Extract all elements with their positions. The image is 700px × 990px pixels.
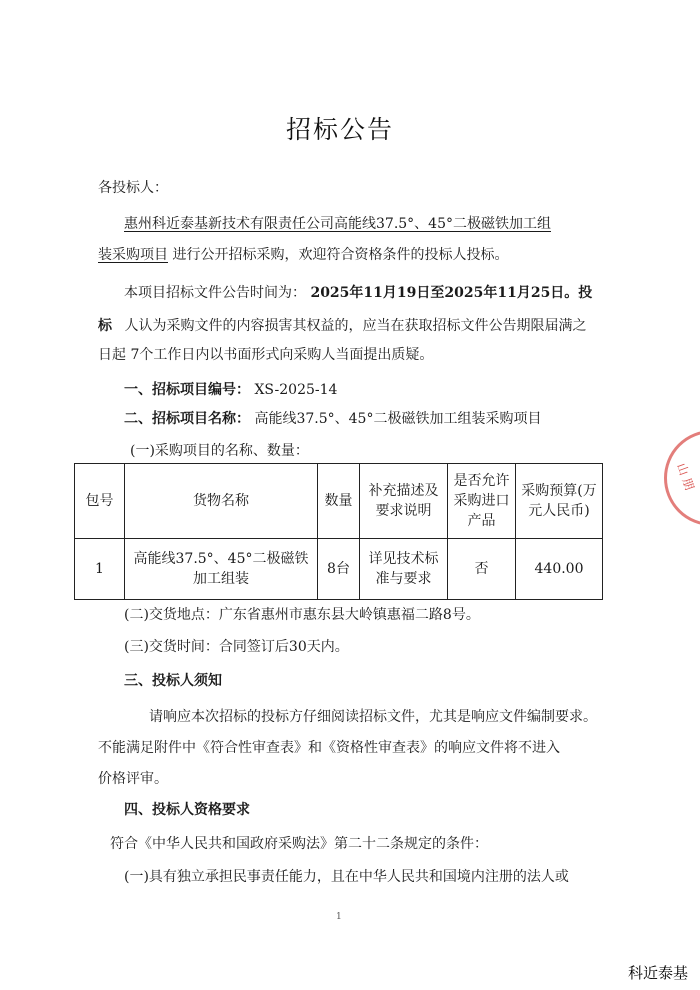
- section-1-value: XS-2025-14: [254, 382, 338, 398]
- intro-line-2: [98, 245, 508, 265]
- section-3-line-1: 请响应本次招标的投标方仔细阅读招标文件，尤其是响应文件编制要求。: [149, 709, 597, 725]
- project-name-part-2: 装采购项目: [98, 247, 168, 263]
- section-1-label: 一、招标项目编号：: [124, 382, 250, 398]
- cell-budget: 440.00: [516, 539, 603, 600]
- header-description: 补充描述及要求说明: [360, 464, 448, 539]
- notice-line-1: [124, 283, 592, 303]
- notice-line-2: [98, 316, 586, 336]
- subsection-1: (一)采购项目的名称、数量：: [130, 443, 309, 459]
- section-4-line-2: (一)具有独立承担民事责任能力，且在中华人民共和国境内注册的法人或: [124, 869, 569, 885]
- section-3-heading: 三、投标人须知: [124, 673, 222, 689]
- page-title: 招标公告: [285, 115, 394, 144]
- watermark-text: 科近泰基: [627, 964, 688, 982]
- cell-package-no: 1: [75, 539, 125, 600]
- section-2-value: 高能线37.5°、45°二极磁铁加工组装采购项目: [254, 411, 542, 427]
- notice-line-2-b: 人认为采购文件的内容损害其权益的，应当在获取招标文件公告期限届满之: [124, 318, 587, 334]
- notice-dates: 2025年11月19日至2025年11月25日。投: [310, 285, 593, 301]
- seal-fragment-text: 山 朋: [674, 461, 697, 493]
- cell-import-allowed: 否: [448, 539, 516, 600]
- header-budget: 采购预算(万元人民币): [516, 464, 603, 539]
- goods-table: [74, 463, 603, 600]
- section-4-line-1: 符合《中华人民共和国政府采购法》第二十二条规定的条件：: [110, 836, 488, 852]
- page-number: 1: [336, 912, 342, 922]
- cell-description: 详见技术标准与要求: [360, 539, 448, 600]
- intro-tail: 进行公开招标采购，欢迎符合资格条件的投标人投标。: [168, 247, 509, 263]
- section-3-line-2: 不能满足附件中《符合性审查表》和《资格性审查表》的响应文件将不进入: [98, 740, 560, 756]
- section-2-label: 二、招标项目名称：: [124, 411, 250, 427]
- header-package-no: 包号: [75, 464, 125, 539]
- subsection-2: (二)交货地点：广东省惠州市惠东县大岭镇惠福二路8号。: [124, 607, 480, 623]
- section-2: [124, 409, 541, 429]
- table-row: [75, 539, 603, 600]
- notice-line-1-a: 本项目招标文件公告时间为：: [124, 285, 306, 301]
- salutation: 各投标人：: [98, 180, 168, 196]
- notice-line-3: 日起 7个工作日内以书面形式向采购人当面提出质疑。: [98, 347, 434, 363]
- intro-line-1: [124, 214, 551, 234]
- cell-goods-name: 高能线37.5°、45°二极磁铁加工组装: [125, 539, 318, 600]
- table-header-row: [75, 464, 603, 539]
- section-3-line-3: 价格评审。: [98, 771, 168, 787]
- header-import-allowed: 是否允许采购进口产品: [448, 464, 516, 539]
- header-goods-name: 货物名称: [125, 464, 318, 539]
- header-quantity: 数量: [318, 464, 360, 539]
- subsection-3: (三)交货时间：合同签订后30天内。: [124, 639, 349, 655]
- cell-quantity: 8台: [318, 539, 360, 600]
- notice-line-2-a: 标: [98, 318, 112, 334]
- section-1: [124, 380, 337, 400]
- project-name-part-1: 惠州科近泰基新技术有限责任公司高能线37.5°、45°二极磁铁加工组: [124, 216, 551, 232]
- section-4-heading: 四、投标人资格要求: [124, 802, 250, 818]
